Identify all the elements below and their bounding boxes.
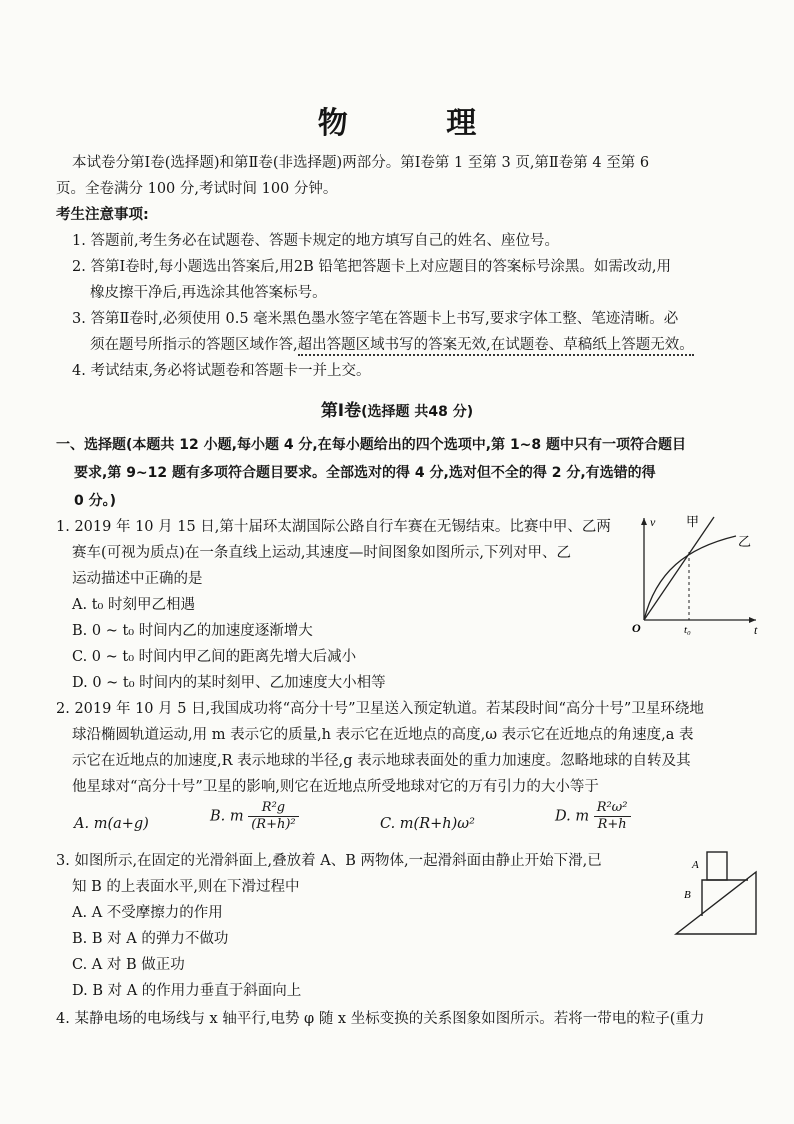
q1-graph-v-label: v [650,515,656,529]
q2-option-c [380,816,475,832]
intro-line-2: 页。全卷满分 100 分,考试时间 100 分钟。 [56,181,338,197]
q2-option-c-text: C. m(R+h)ω² [380,816,475,832]
q2-option-d [555,800,631,833]
intro-line-1: 本试卷分第Ⅰ卷(选择题)和第Ⅱ卷(非选择题)两部分。第Ⅰ卷第 1 至第 3 页,第Ⅱ卷第 4 至第 6 [72,155,650,171]
q3-incline-figure [672,846,762,941]
q2-option-d-prefix: D. m [555,808,590,825]
q1-option-d: D. 0 ~ t₀ 时间内的某时刻甲、乙加速度大小相等 [72,675,386,691]
q1-line-3: 运动描述中正确的是 [72,571,203,587]
q3-figure-label-a: A [692,859,699,871]
q1-graph-yi-label: 乙 [738,535,752,550]
q4-line-1: 4. 某静电场的电场线与 x 轴平行,电势 φ 随 x 坐标变换的关系图象如图所示。若将一带电的粒子(重力 [56,1011,705,1027]
q2-line-3: 示它在近地点的加速度,R 表示地球的半径,g 表示地球表面处的重力加速度。忽略地球的自转及其 [72,753,691,769]
q1-vt-graph [626,512,766,637]
q2-option-b [210,800,299,833]
q1-line-1: 1. 2019 年 10 月 15 日,第十届环太湖国际公路自行车赛在无锡结束。比赛中甲、乙两 [56,519,611,535]
q2-line-2: 球沿椭圆轨道运动,用 m 表示它的质量,h 表示它在近地点的高度,ω 表示它在近地点的角速度,a 表 [72,727,694,743]
q2-line-1: 2. 2019 年 10 月 5 日,我国成功将“高分十号”卫星送入预定轨道。若某段时间“高分十号”卫星环绕地 [56,701,704,717]
q2-option-a-text: A. m(a+g) [74,816,149,832]
q2-option-a [74,816,149,832]
q3-option-b: B. B 对 A 的弹力不做功 [72,931,229,947]
q2-option-b-fraction [248,800,298,833]
q1-graph-origin-label: O [632,621,641,635]
part1-line-2: 要求,第 9~12 题有多项符合题目要求。全部选对的得 4 分,选对但不全的得 2 分,有选错的得 [74,465,656,481]
q3-line-2: 知 B 的上表面水平,则在下滑过程中 [72,879,300,895]
notice-item-3b [90,332,694,358]
q3-option-d: D. B 对 A 的作用力垂直于斜面向上 [72,983,302,999]
q2-option-d-denominator: R+h [597,817,627,832]
notice-item-2b: 橡皮擦干净后,再选涂其他答案标号。 [90,285,327,301]
q3-line-1: 3. 如图所示,在固定的光滑斜面上,叠放着 A、B 两物体,一起滑斜面由静止开始下滑,已 [56,853,602,869]
q2-option-b-prefix: B. m [210,808,244,825]
notice-item-2a: 2. 答第Ⅰ卷时,每小题选出答案后,用2B 铅笔把答题卡上对应题目的答案标号涂黑。如需改动,用 [72,259,671,275]
q1-option-b: B. 0 ~ t₀ 时间内乙的加速度逐渐增大 [72,623,313,639]
q2-line-4: 他星球对“高分十号”卫星的影响,则它在近地点所受地球对它的万有引力的大小等于 [72,779,599,795]
section-heading [0,396,794,421]
q2-option-b-numerator: R²g [248,800,298,817]
notice-item-3b-emphasis: 超出答题区域书写的答案无效,在试题卷、草稿纸上答题无效。 [298,337,694,356]
q1-option-c: C. 0 ~ t₀ 时间内甲乙间的距离先增大后减小 [72,649,357,665]
section-heading-sub: (选择题 共48 分) [361,404,474,420]
q1-graph-t-label: t [754,623,758,637]
notice-heading: 考生注意事项: [56,207,149,223]
q1-line-2: 赛车(可视为质点)在一条直线上运动,其速度—时间图象如图所示,下列对甲、乙 [72,545,572,561]
part1-line-1: 一、选择题(本题共 12 小题,每小题 4 分,在每小题给出的四个选项中,第 1~8 题中只有一项符合题目 [56,437,687,453]
part1-line-3: 0 分。) [74,493,117,509]
q1-option-a: A. t₀ 时刻甲乙相遇 [72,597,195,613]
q3-option-c: C. A 对 B 做正功 [72,957,185,973]
notice-item-3a: 3. 答第Ⅱ卷时,必须使用 0.5 毫米黑色墨水签字笔在答题卡上书写,要求字体工整、笔迹清晰。必 [72,311,679,327]
section-heading-main: 第Ⅰ卷 [320,401,362,421]
q1-graph-jia-label: 甲 [686,515,700,530]
q1-graph-t0-label: t₀ [684,624,691,636]
page-title: 物 理 [317,106,521,141]
q3-option-a: A. A 不受摩擦力的作用 [72,905,223,921]
q2-option-d-numerator: R²ω² [594,800,631,817]
notice-item-1: 1. 答题前,考生务必在试题卷、答题卡规定的地方填写自己的姓名、座位号。 [72,233,560,249]
notice-item-3b-text: 须在题号所指示的答题区域作答, [90,337,298,353]
notice-item-4: 4. 考试结束,务必将试题卷和答题卡一并上交。 [72,363,371,379]
q2-option-d-fraction [594,800,631,833]
q3-figure-label-b: B [684,889,691,901]
q2-option-b-denominator: (R+h)² [251,817,296,832]
